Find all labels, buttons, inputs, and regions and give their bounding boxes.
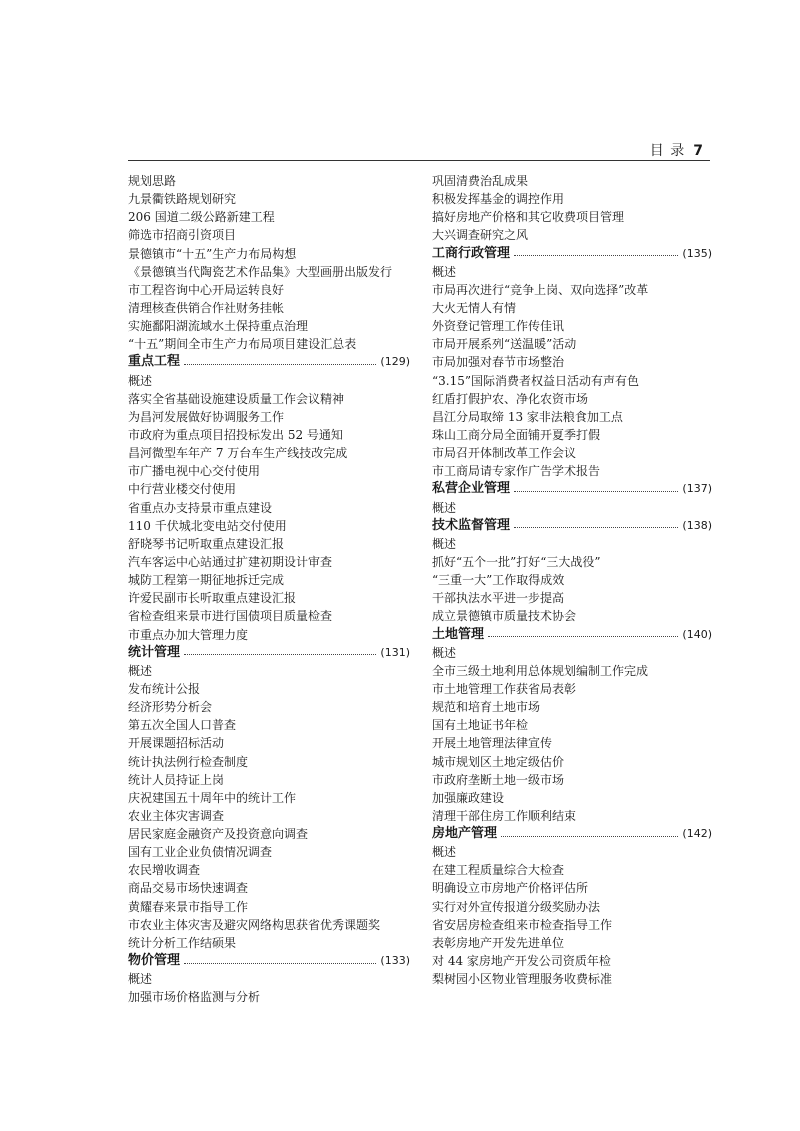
- toc-entry[interactable]: 舒晓琴书记听取重点建设汇报: [128, 536, 285, 551]
- toc-section-heading[interactable]: [432, 825, 712, 843]
- toc-entry[interactable]: 城防工程第一期征地拆迁完成: [128, 573, 285, 588]
- toc-entry[interactable]: 开展课题招标活动: [128, 736, 225, 751]
- toc-entry[interactable]: 市政府为重点项目招投标发出 52 号通知: [128, 427, 343, 442]
- toc-entry[interactable]: 在建工程质量综合大检查: [432, 863, 565, 878]
- toc-entry[interactable]: 概述: [432, 845, 457, 860]
- section-title: 物价管理: [128, 953, 181, 969]
- dot-leader: [184, 654, 376, 655]
- toc-section-heading[interactable]: [432, 517, 712, 535]
- toc-entry[interactable]: 加强市场价格监测与分析: [128, 990, 261, 1005]
- toc-entry[interactable]: 城市规划区土地定级估价: [432, 754, 565, 769]
- toc-entry[interactable]: “十五”期间全市生产力布局项目建设汇总表: [128, 337, 357, 352]
- toc-entry[interactable]: 干部执法水平进一步提高: [432, 591, 565, 606]
- toc-entry[interactable]: 概述: [432, 500, 457, 515]
- toc-entry[interactable]: 许爱民副市长听取重点建设汇报: [128, 591, 297, 606]
- section-title: 技术监督管理: [432, 517, 511, 533]
- toc-section-heading[interactable]: [432, 626, 712, 644]
- toc-entry[interactable]: 概述: [432, 264, 457, 279]
- toc-entry[interactable]: 国有工业企业负债情况调查: [128, 845, 273, 860]
- toc-section-heading[interactable]: [432, 245, 712, 263]
- toc-entry[interactable]: 表彰房地产开发先进单位: [432, 935, 565, 950]
- toc-entry[interactable]: 概述: [432, 536, 457, 551]
- header-rule: [128, 160, 710, 161]
- toc-entry[interactable]: 统计分析工作结硕果: [128, 935, 237, 950]
- section-page-number: (135): [682, 246, 712, 260]
- toc-entry[interactable]: 农业主体灾害调查: [128, 808, 225, 823]
- toc-right-column: [432, 172, 712, 988]
- toc-entry[interactable]: 九景衢铁路规划研究: [128, 192, 237, 207]
- page-number: 7: [693, 143, 704, 159]
- toc-entry[interactable]: 市局开展系列“送温暖”活动: [432, 337, 577, 352]
- toc-entry[interactable]: 206 国道二级公路新建工程: [128, 210, 275, 225]
- section-title: 重点工程: [128, 354, 181, 370]
- section-page-number: (133): [380, 954, 410, 968]
- toc-entry[interactable]: “三重一大”工作取得成效: [432, 573, 565, 588]
- toc-entry[interactable]: 概述: [128, 373, 153, 388]
- toc-entry[interactable]: 省重点办支持景市重点建设: [128, 500, 273, 515]
- section-page-number: (131): [380, 645, 410, 659]
- toc-entry[interactable]: 全市三级土地利用总体规划编制工作完成: [432, 663, 649, 678]
- section-title: 工商行政管理: [432, 245, 511, 261]
- toc-section-heading[interactable]: [128, 952, 410, 970]
- toc-entry[interactable]: 清理核查供销合作社财务挂帐: [128, 300, 285, 315]
- section-page-number: (142): [682, 827, 712, 841]
- toc-entry[interactable]: 经济形势分析会: [128, 700, 213, 715]
- section-page-number: (137): [682, 482, 712, 496]
- toc-entry[interactable]: 农民增收调查: [128, 863, 201, 878]
- toc-section-heading[interactable]: [432, 480, 712, 498]
- toc-entry[interactable]: 明确设立市房地产价格评估所: [432, 881, 589, 896]
- toc-entry[interactable]: 规范和培育土地市场: [432, 700, 541, 715]
- toc-entry[interactable]: 规划思路: [128, 174, 177, 188]
- section-page-number: (138): [682, 518, 712, 532]
- toc-entry[interactable]: 110 千伏城北变电站交付使用: [128, 518, 287, 533]
- toc-entry[interactable]: 市重点办加大管理力度: [128, 627, 249, 642]
- toc-entry[interactable]: 居民家庭金融资产及投资意向调查: [128, 827, 309, 842]
- toc-entry[interactable]: 对 44 家房地产开发公司资质年检: [432, 954, 611, 969]
- section-page-number: (140): [682, 627, 712, 641]
- dot-leader: [501, 836, 678, 837]
- toc-entry[interactable]: 概述: [128, 663, 153, 678]
- toc-entry[interactable]: 景德镇市“十五”生产力布局构想: [128, 246, 297, 261]
- toc-entry[interactable]: 实行对外宣传报道分级奖励办法: [432, 899, 601, 914]
- toc-entry[interactable]: 梨树园小区物业管理服务收费标准: [432, 972, 613, 987]
- toc-section-heading[interactable]: [128, 353, 410, 371]
- dot-leader: [514, 255, 678, 256]
- toc-entry[interactable]: 市工程咨询中心开局运转良好: [128, 282, 285, 297]
- page-header: [128, 140, 710, 160]
- dot-leader: [184, 364, 376, 365]
- toc-entry[interactable]: 市政府垄断土地一级市场: [432, 772, 565, 787]
- toc-entry[interactable]: 汽车客运中心站通过扩建初期设计审查: [128, 554, 333, 569]
- toc-entry[interactable]: 抓好“五个一批”打好“三大战役”: [432, 554, 601, 569]
- section-title: 私营企业管理: [432, 481, 511, 497]
- toc-entry[interactable]: 省检查组来景市进行国债项目质量检查: [128, 609, 333, 624]
- toc-entry[interactable]: 加强廉政建设: [432, 790, 505, 805]
- toc-entry[interactable]: 大兴调查研究之风: [432, 228, 529, 243]
- toc-entry[interactable]: 市局加强对春节市场整治: [432, 355, 565, 370]
- toc-entry[interactable]: 商品交易市场快速调查: [128, 881, 249, 896]
- toc-entry[interactable]: “3.15”国际消费者权益日活动有声有色: [432, 373, 639, 388]
- header-label: [650, 140, 704, 160]
- toc-entry[interactable]: 国有土地证书年检: [432, 718, 529, 733]
- toc-entry[interactable]: 成立景德镇市质量技术协会: [432, 609, 577, 624]
- toc-entry[interactable]: 巩固清费治乱成果: [432, 174, 529, 188]
- toc-entry[interactable]: 概述: [432, 645, 457, 660]
- toc-entry[interactable]: 概述: [128, 972, 153, 987]
- toc-section-heading[interactable]: [128, 644, 410, 662]
- header-title: 目 录: [649, 143, 686, 159]
- toc-entry[interactable]: 昌江分局取缔 13 家非法粮食加工点: [432, 409, 623, 424]
- toc-entry[interactable]: 《景德镇当代陶瓷艺术作品集》大型画册出版发行: [128, 264, 393, 279]
- dot-leader: [514, 491, 678, 492]
- section-title: 房地产管理: [432, 826, 498, 842]
- toc-entry[interactable]: 省安居房检查组来市检查指导工作: [432, 917, 613, 932]
- dot-leader: [514, 527, 678, 528]
- toc-entry[interactable]: 市农业主体灾害及避灾网络构思获省优秀课题奖: [128, 917, 381, 932]
- toc-entry[interactable]: 中行营业楼交付使用: [128, 482, 237, 497]
- toc-entry[interactable]: 外资登记管理工作传佳讯: [432, 319, 565, 334]
- toc-entry[interactable]: 积极发挥基金的调控作用: [432, 192, 565, 207]
- toc-entry[interactable]: 统计执法例行检查制度: [128, 754, 249, 769]
- toc-entry[interactable]: 第五次全国人口普查: [128, 718, 237, 733]
- toc-entry[interactable]: 统计人员持证上岗: [128, 772, 225, 787]
- toc-entry[interactable]: 昌河微型车年产 7 万台车生产线技改完成: [128, 446, 348, 461]
- toc-entry[interactable]: 红盾打假护农、净化农资市场: [432, 391, 589, 406]
- toc-entry[interactable]: 市广播电视中心交付使用: [128, 464, 261, 479]
- toc-entry[interactable]: 落实全省基础设施建设质量工作会议精神: [128, 391, 345, 406]
- toc-entry[interactable]: 搞好房地产价格和其它收费项目管理: [432, 210, 625, 225]
- section-title: 统计管理: [128, 644, 181, 660]
- toc-entry[interactable]: 市土地管理工作获省局表彰: [432, 681, 577, 696]
- toc-entry[interactable]: 黄耀春来景市指导工作: [128, 899, 249, 914]
- dot-leader: [184, 963, 376, 964]
- toc-entry[interactable]: 庆祝建国五十周年中的统计工作: [128, 790, 297, 805]
- toc-entry[interactable]: 发布统计公报: [128, 681, 201, 696]
- toc-entry[interactable]: 筛选市招商引资项目: [128, 228, 237, 243]
- toc-entry[interactable]: 为昌河发展做好协调服务工作: [128, 409, 285, 424]
- section-title: 土地管理: [432, 626, 485, 642]
- section-page-number: (129): [380, 355, 410, 369]
- toc-entry[interactable]: 珠山工商分局全面铺开夏季打假: [432, 427, 601, 442]
- toc-entry[interactable]: 市局召开体制改革工作会议: [432, 446, 577, 461]
- toc-entry[interactable]: 实施鄱阳湖流域水土保持重点治理: [128, 319, 309, 334]
- toc-entry[interactable]: 大火无情人有情: [432, 300, 517, 315]
- toc-left-column: [128, 172, 410, 1006]
- toc-entry[interactable]: 市局再次进行“竞争上岗、双向选择”改革: [432, 282, 649, 297]
- toc-entry[interactable]: 市工商局请专家作广告学术报告: [432, 464, 601, 479]
- toc-entry[interactable]: 开展土地管理法律宣传: [432, 736, 553, 751]
- dot-leader: [488, 636, 678, 637]
- toc-entry[interactable]: 清理干部住房工作顺利结束: [432, 808, 577, 823]
